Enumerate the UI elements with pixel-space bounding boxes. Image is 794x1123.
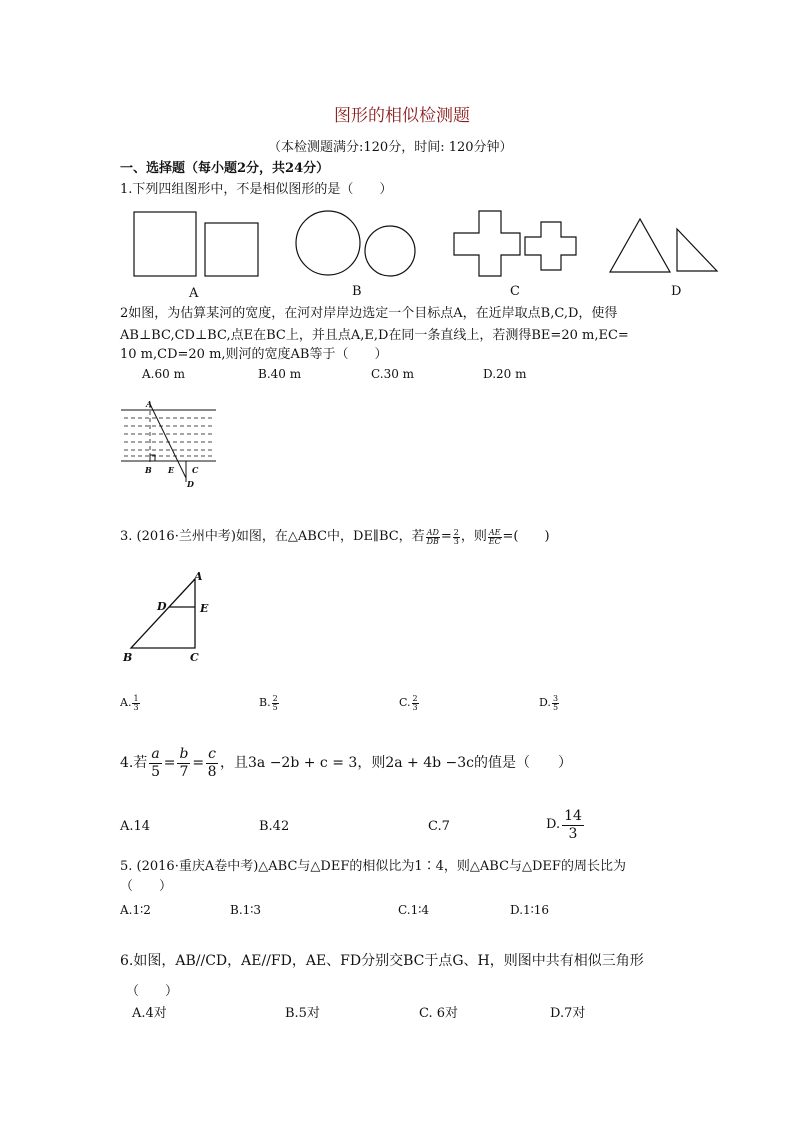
q3-option-a-den: 3 xyxy=(133,702,139,712)
q4-frac-c8 xyxy=(206,746,218,781)
q1-label-b: B xyxy=(352,284,362,299)
q4-option-d-den: 3 xyxy=(568,825,578,842)
q3-option-c-den: 3 xyxy=(412,702,418,712)
q1-stem: 1.下列四组图形中，不是相似图形的是（ ） xyxy=(120,182,393,197)
q3-option-b xyxy=(259,692,280,714)
q3-frac3-den: EC xyxy=(488,536,501,546)
q3-option-b-num: 2 xyxy=(272,693,278,703)
q4-frac-a5 xyxy=(149,746,161,781)
q2-stem-line2: AB⊥BC,CD⊥BC,点E在BC上，并且点A,E,D在同一条直线上，若测得BE=20 m,EC= xyxy=(120,328,629,343)
q3-suffix: =( ) xyxy=(502,529,550,544)
q3-eq: = xyxy=(440,529,452,544)
q3-stem-prefix: 3. (2016·兰州中考)如图，在△ABC中，DE∥BC，若 xyxy=(120,529,425,544)
q4-stem xyxy=(120,744,572,782)
q1-label-d: D xyxy=(671,284,682,299)
q3-option-d-frac xyxy=(552,695,559,712)
q5-option-b: B.1∶3 xyxy=(230,903,262,917)
q3-fig-label-c: C xyxy=(190,651,199,664)
q2-fig-label-b: B xyxy=(145,465,152,475)
q4-f1-den: 5 xyxy=(151,763,160,780)
q6-option-d: D.7对 xyxy=(550,1006,586,1021)
q3-fig-label-e: E xyxy=(200,602,209,615)
q4-f2-den: 7 xyxy=(179,763,189,780)
q4-f3-den: 8 xyxy=(207,763,217,780)
q4-option-a: A.14 xyxy=(120,819,151,834)
q2-fig-label-e: E xyxy=(168,465,175,475)
q4-frac-b7 xyxy=(177,746,190,781)
q3-option-b-label: B. xyxy=(259,696,271,709)
q2-option-b: B.40 m xyxy=(258,367,302,381)
q5-stem-line1: 5. (2016·重庆A卷中考)△ABC与△DEF的相似比为1∶4，则△ABC与△DEF的周长比为 xyxy=(120,859,626,874)
q3-option-b-frac xyxy=(272,695,279,712)
q4-option-d xyxy=(546,806,586,844)
q3-option-c xyxy=(399,692,420,714)
q6-option-b: B.5对 xyxy=(285,1006,320,1021)
q3-frac1-num: AD xyxy=(426,527,439,537)
q3-frac3-num: AE xyxy=(488,527,501,537)
q3-option-d-den: 5 xyxy=(552,702,559,712)
q5-stem-line2: （ ） xyxy=(120,879,173,894)
q4-eq2: = xyxy=(192,755,205,771)
page-title: 图形的相似检测题 xyxy=(334,106,470,126)
q2-fig-label-a: A xyxy=(146,399,153,409)
q4-option-b: B.42 xyxy=(259,819,290,834)
q4-f2-num: b xyxy=(179,745,189,762)
q6-stem-line2: （ ） xyxy=(126,984,179,999)
q5-option-d: D.1∶16 xyxy=(510,903,550,917)
q3-option-a-label: A. xyxy=(120,696,132,709)
q3-option-b-den: 5 xyxy=(272,702,278,712)
q3-fig-label-a: A xyxy=(194,570,203,583)
q4-option-d-num: 14 xyxy=(564,807,582,824)
q5-option-c: C.1∶4 xyxy=(398,903,429,917)
q2-stem-line1: 2如图，为估算某河的宽度，在河对岸岸边选定一个目标点A，在近岸取点B,C,D，使得 xyxy=(120,306,618,321)
section-heading: 一、选择题（每小题2分，共24分） xyxy=(120,161,330,176)
q6-option-a: A.4对 xyxy=(132,1006,167,1021)
q3-frac1-den: DB xyxy=(426,536,439,546)
q1-label-c: C xyxy=(510,284,520,299)
q3-frac2-num: 2 xyxy=(453,527,459,537)
q3-option-a-num: 1 xyxy=(133,693,139,703)
q2-option-a: A.60 m xyxy=(142,367,185,381)
q4-prefix: 4.若 xyxy=(120,755,148,771)
q5-option-a: A.1∶2 xyxy=(120,903,151,917)
q3-option-a xyxy=(120,692,141,714)
q4-f3-num: c xyxy=(208,745,216,762)
q3-fig-label-b: B xyxy=(123,651,133,664)
q3-option-c-frac xyxy=(412,695,419,712)
q4-option-d-frac xyxy=(562,808,584,843)
q4-option-d-label: D. xyxy=(546,817,561,832)
q3-option-c-label: C. xyxy=(399,696,411,709)
q3-fig-label-d: D xyxy=(157,600,167,613)
q4-mid: ，且3a −2b + c = 3，则2a + 4b −3c的值是（ ） xyxy=(220,755,572,771)
q2-option-c: C.30 m xyxy=(371,367,415,381)
q3-option-d xyxy=(539,692,560,714)
q6-stem-line1: 6.如图，AB//CD，AE//FD，AE、FD分别交BC于点G、H，则图中共有相似三角形 xyxy=(120,953,644,969)
q1-label-a: A xyxy=(189,286,199,301)
q3-option-d-label: D. xyxy=(539,696,551,709)
q3-option-a-frac xyxy=(132,695,139,712)
q3-option-c-num: 2 xyxy=(412,693,418,703)
q6-option-c: C. 6对 xyxy=(419,1006,459,1021)
q3-mid: ，则 xyxy=(460,529,487,544)
page-subtitle: （本检测题满分:120分，时间: 120分钟） xyxy=(268,140,513,155)
q3-frac2-den: 3 xyxy=(453,536,459,546)
q3-option-d-num: 3 xyxy=(552,693,559,703)
q4-option-c: C.7 xyxy=(428,819,450,834)
q4-eq1: = xyxy=(163,755,176,771)
q2-option-d: D.20 m xyxy=(483,367,527,381)
q2-fig-label-d: D xyxy=(187,479,194,489)
q2-stem-line3: 10 m,CD=20 m,则河的宽度AB等于（ ） xyxy=(120,347,388,362)
q2-fig-label-c: C xyxy=(192,465,199,475)
q4-f1-num: a xyxy=(151,745,160,762)
